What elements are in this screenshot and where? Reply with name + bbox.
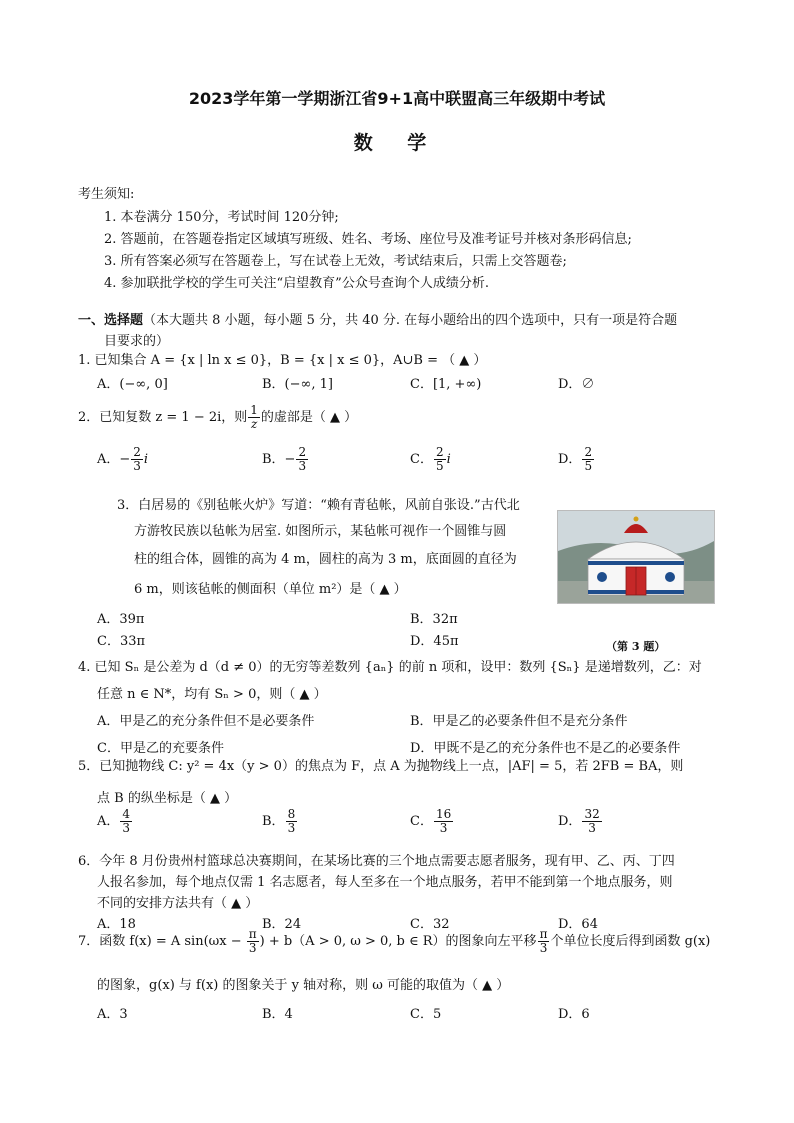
subject-title: 数 学 [353,132,441,154]
q1-option-c: C．[1, +∞) [410,377,482,392]
q2-option-a: A．− $\frac{2}{3}$ i [97,445,149,473]
q6-option-a: A．18 [97,917,136,932]
section-desc-2: 目要求的） [104,334,170,349]
q3-caption: （第 3 题） [606,640,666,653]
q2-stem-a: 2．已知复数 z = 1 − 2i，则 [78,410,248,425]
q4-option-c: C．甲是乙的充要条件 [97,741,224,756]
q5-option-b: B． $\frac{8}{3}$ [262,807,296,835]
q3-line: 3．白居易的《别毡帐火炉》写道：“赖有青毡帐，风前自张设.”古代北 [117,498,520,513]
q3-line: 柱的组合体，圆锥的高为 4 m，圆柱的高为 3 m，底面圆的直径为 [134,552,517,567]
section-desc: （本大题共 8 小题，每小题 5 分，共 40 分. 在每小题给出的四个选项中，只有一项是符合题 [143,313,678,328]
q7-option-d: D．6 [558,1007,590,1022]
q2-stem-b: 的虚部是（ ▲ ） [260,410,358,425]
notice-item: 4. 参加联批学校的学生可关注“启望教育”公众号查询个人成绩分析. [104,276,489,291]
q7-option-b: B．4 [262,1007,293,1022]
q6-option-b: B．24 [262,917,302,932]
q5-option-c: C． $\frac{16}{3}$ [410,807,452,835]
q5-option-d: D． $\frac{32}{3}$ [558,807,600,835]
q7-line-2: 的图象，g(x) 与 f(x) 的图象关于 y 轴对称，则 ω 可能的取值为（ ▲ ） [97,978,510,993]
q4-option-b: B．甲是乙的必要条件但不是充分条件 [410,714,628,729]
q7-part: 7．函数 f(x) = A sin(ωx − [78,934,246,949]
q4-line: 任意 n ∈ N*，均有 Sₙ > 0，则（ ▲ ） [97,687,327,702]
q3-option-b: B．32π [410,612,458,627]
q2-option-d: D． $\frac{2}{5}$ [558,445,593,473]
section-label: 一、选择题 [78,313,144,328]
q4-option-a: A．甲是乙的充分条件但不是必要条件 [97,714,315,729]
q2-option-c: C． $\frac{2}{5}$ i [410,445,451,473]
q3-option-d: D．45π [410,634,459,649]
q4-line: 4. 已知 Sₙ 是公差为 d（d ≠ 0）的无穷等差数列 {aₙ} 的前 n 项和，设甲：数列 {Sₙ} 是递增数列，乙：对 [78,660,702,675]
q5-option-a: A． $\frac{4}{3}$ [97,807,131,835]
q2-option-b: B．− $\frac{2}{3}$ [262,445,307,473]
q7-option-c: C．5 [410,1007,442,1022]
q3-line: 方游牧民族以毡帐为居室. 如图所示，某毡帐可视作一个圆锥与圆 [134,524,507,539]
q5-line: 点 B 的纵坐标是（ ▲ ） [97,791,238,806]
exam-title: 2023学年第一学期浙江省9+1高中联盟高三年级期中考试 [188,89,606,108]
notice-item: 2. 答题前，在答题卷指定区域填写班级、姓名、考场、座位号及准考证号并核对条形码信息; [104,232,632,247]
q2-stem [78,404,357,431]
notice-item: 1. 本卷满分 150分，考试时间 120分钟; [104,210,339,225]
q1-stem: 1. 已知集合 A = {x | ln x ≤ 0}，B = {x | x ≤ 0}，A∪B = （ ▲ ） [78,353,487,368]
q6-line: 不同的安排方法共有（ ▲ ） [97,896,259,911]
q3-option-a: A．39π [97,612,145,627]
q5-line: 5．已知抛物线 C: y² = 4x（y > 0）的焦点为 F，点 A 为抛物线上一点，|AF| = 5，若 2FB = BA，则 [78,759,684,774]
q7-line-1: 7．函数 f(x) = A sin(ωx − $\frac{\pi}{3}$ ) + b（A > 0, ω > 0, b ∈ R）的图象向左平移 $\frac{\pi}{3}$ 个单位长度后得到函数 g(x) [78,927,711,955]
q3-option-c: C．33π [97,634,146,649]
q7-part: 个单位长度后得到函数 g(x) [550,934,711,949]
q1-option-b: B．(−∞, 1] [262,377,333,392]
q1-option-d: D．∅ [558,377,595,392]
q7-option-a: A．3 [97,1007,128,1022]
q2-frac-den: z [250,417,258,431]
notice-heading: 考生须知: [78,187,135,202]
q6-line: 人报名参加，每个地点仅需 1 名志愿者，每人至多在一个地点服务，若甲不能到第一个地点服务，则 [97,875,673,890]
yurt-illustration [558,511,714,603]
q3-line: 6 m，则该毡帐的侧面积（单位 m²）是（ ▲ ） [134,582,407,597]
q6-option-c: C．32 [410,917,450,932]
q6-line: 6．今年 8 月份贵州村篮球总决赛期间，在某场比赛的三个地点需要志愿者服务，现有甲、乙、丙、丁四 [78,854,675,869]
yurt-photo [557,510,715,604]
q2-frac-num: 1 [250,403,258,417]
q7-part: ) + b（A > 0, ω > 0, b ∈ R）的图象向左平移 [259,934,537,949]
section-heading [78,309,677,328]
q1-option-a: A．(−∞, 0] [97,377,168,392]
notice-item: 3. 所有答案必须写在答题卷上，写在试卷上无效，考试结束后，只需上交答题卷; [104,254,567,269]
q6-option-d: D．64 [558,917,598,932]
q2-fraction [248,404,260,431]
q4-option-d: D．甲既不是乙的充分条件也不是乙的必要条件 [410,741,681,756]
